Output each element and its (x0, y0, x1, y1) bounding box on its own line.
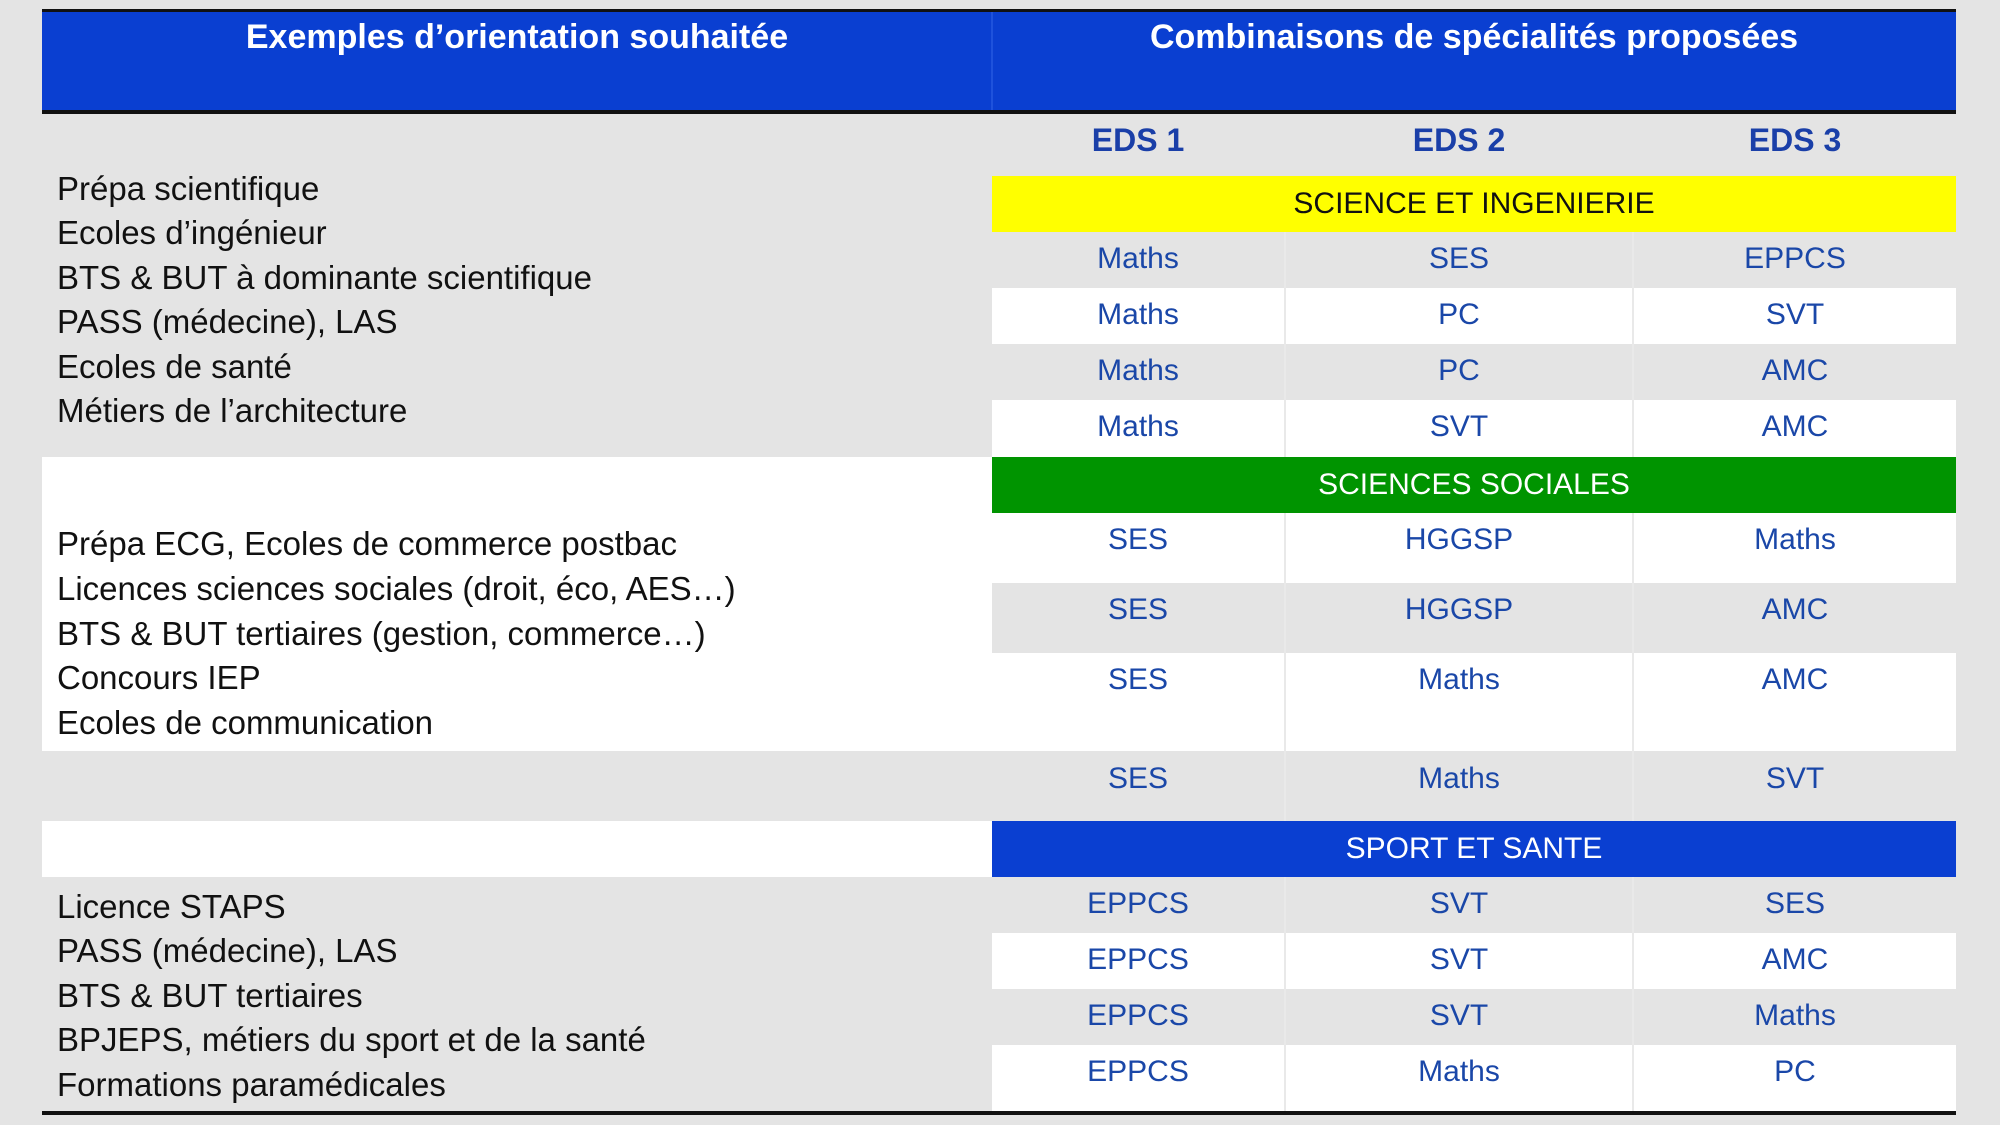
cell: EPPCS (1744, 242, 1846, 275)
cell: SES (1107, 663, 1169, 696)
cell: Maths (1097, 410, 1179, 443)
orientation-item: PASS (médecine), LAS (57, 932, 398, 969)
orientation-item: Ecoles de communication (57, 704, 434, 741)
cell: SVT (1429, 410, 1489, 443)
cell: AMC (1761, 354, 1829, 387)
cell: PC (1438, 354, 1480, 387)
orientation-item: PASS (médecine), LAS (57, 303, 398, 340)
section-title-social: SCIENCES SOCIALES (992, 457, 1956, 513)
cell: Maths (1418, 663, 1500, 696)
cell: PC (1438, 298, 1480, 331)
table-bottom-rule (42, 1111, 1956, 1115)
section-social-extra-left-bg (42, 751, 992, 821)
section-sport-title-left-bg (42, 821, 992, 877)
cell: AMC (1761, 593, 1829, 626)
orientation-item: Métiers de l’architecture (57, 392, 408, 429)
cell: EPPCS (1087, 887, 1189, 920)
cell: EPPCS (1087, 999, 1189, 1032)
cell: PC (1774, 1055, 1816, 1088)
section-title-sport: SPORT ET SANTE (992, 821, 1956, 877)
cell: Maths (1754, 999, 1836, 1032)
orientation-item: BTS & BUT tertiaires (gestion, commerce…) (57, 615, 706, 652)
orientation-item: BPJEPS, métiers du sport et de la santé (57, 1021, 646, 1058)
column-divider (1632, 513, 1634, 821)
cell: HGGSP (1404, 593, 1514, 626)
orientation-item: Ecoles de santé (57, 348, 292, 385)
column-divider (1632, 877, 1634, 1111)
column-divider (1284, 513, 1286, 821)
orientation-item: Licences sciences sociales (droit, éco, AES…) (57, 570, 736, 607)
cell: SES (1107, 523, 1169, 556)
cell: Maths (1097, 354, 1179, 387)
column-divider (1632, 232, 1634, 457)
cell: Maths (1097, 242, 1179, 275)
orientation-item: Ecoles d’ingénieur (57, 214, 327, 251)
cell: Maths (1418, 1055, 1500, 1088)
orientation-item: Formations paramédicales (57, 1066, 446, 1103)
cell: AMC (1761, 943, 1829, 976)
orientation-item: Prépa scientifique (57, 170, 320, 207)
cell: AMC (1761, 410, 1829, 443)
cell: SVT (1429, 887, 1489, 920)
orientation-item: BTS & BUT tertiaires (57, 977, 363, 1014)
eds-1-header: EDS 1 (1091, 122, 1185, 158)
orientation-item: BTS & BUT à dominante scientifique (57, 259, 592, 296)
orientation-item: Concours IEP (57, 659, 261, 696)
eds-2-header: EDS 2 (1412, 122, 1506, 158)
cell: Maths (1097, 298, 1179, 331)
cell: SES (1107, 593, 1169, 626)
cell: SVT (1429, 943, 1489, 976)
eds-3-header: EDS 3 (1748, 122, 1842, 158)
cell: SES (1764, 887, 1826, 920)
cell: SES (1428, 242, 1490, 275)
section-title-science: SCIENCE ET INGENIERIE (992, 176, 1956, 232)
cell: AMC (1761, 663, 1829, 696)
cell: EPPCS (1087, 943, 1189, 976)
header-left-title: Exemples d’orientation souhaitée (245, 18, 789, 56)
cell: EPPCS (1087, 1055, 1189, 1088)
cell: SVT (1765, 762, 1825, 795)
cell: Maths (1754, 523, 1836, 556)
header-right-title: Combinaisons de spécialités proposées (1149, 18, 1799, 56)
cell: HGGSP (1404, 523, 1514, 556)
cell: Maths (1418, 762, 1500, 795)
column-divider (1284, 877, 1286, 1111)
orientation-item: Prépa ECG, Ecoles de commerce postbac (57, 525, 677, 562)
cell: SVT (1765, 298, 1825, 331)
cell: SVT (1429, 999, 1489, 1032)
cell: SES (1107, 762, 1169, 795)
column-divider (1284, 232, 1286, 457)
orientation-item: Licence STAPS (57, 888, 286, 925)
